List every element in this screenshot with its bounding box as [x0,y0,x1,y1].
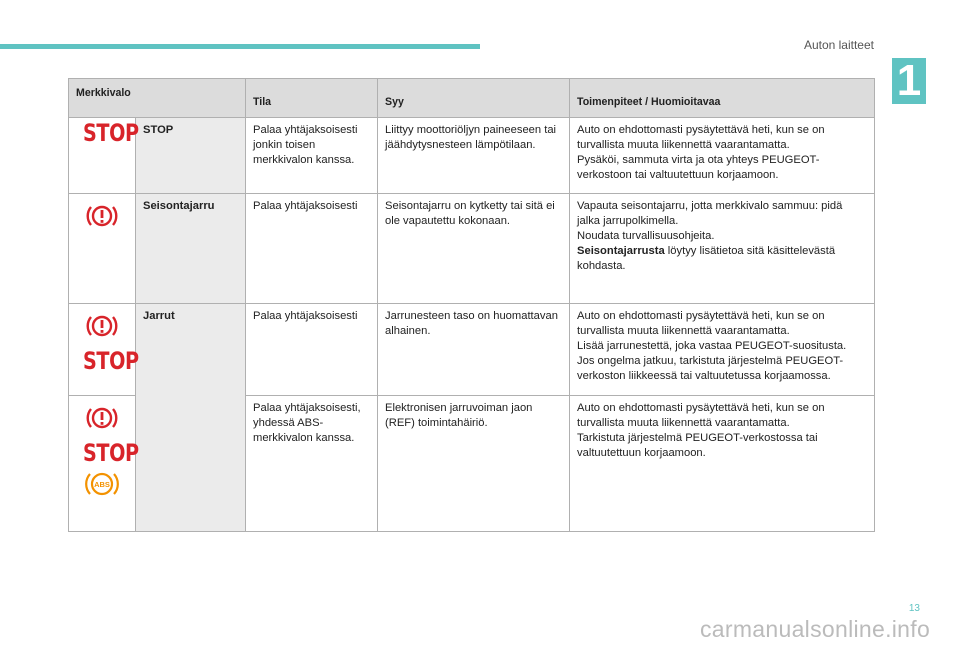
warning-name: STOP [136,118,246,194]
table-row [69,118,875,194]
section-title: Auton laitteet [803,38,874,52]
page-number: 13 [908,603,920,614]
syy-cell: Jarrunesteen taso on huomattavan alhainen. [378,304,570,396]
icon-cell [69,194,136,304]
toimenpiteet-tail: löytyy lisätietoa sitä käsittelevästä kohdasta. [577,245,836,272]
brake-warning-icon [85,311,119,341]
tila-cell: Palaa yhtäjaksoisesti [246,194,378,304]
tila-cell: Palaa yhtäjaksoisesti jonkin toisen merkkivalon kanssa. [246,118,378,194]
abs-label: ABS [94,480,110,489]
toimenpiteet-cell: Auto on ehdottomasti pysäytettävä heti, kun se on turvallista muuta liikennettä vaarantamatta. Tarkistuta järjestelmä PEUGEOT-verkostossa tai valtuutettuun korjaamoon. [570,396,875,532]
toimenpiteet-text: Vapauta seisontajarru, jotta merkkivalo sammuu: pidä jalka jarrupolkimella. Noudata turvallisuusohjeita. [577,200,843,242]
column-header-syy: Syy [378,79,570,118]
warning-lights-table [68,78,875,532]
stop-icon: STOP [82,119,139,147]
header-accent-bar [0,44,480,49]
toimenpiteet-cell: Auto on ehdottomasti pysäytettävä heti, kun se on turvallista muuta liikennettä vaarantamatta. Lisää jarrunestettä, joka vastaa PEUGEOT-suositusta. Jos ongelma jatkuu, tarkistuta järjestelmä PEUGEOT-verkoston liikkeessä tai valtuutetussa korjaamossa. [570,304,875,396]
warning-name: Seisontajarru [136,194,246,304]
abs-icon [83,468,121,500]
stop-icon: STOP [82,347,139,375]
toimenpiteet-link-text: Seisontajarrusta [577,245,665,257]
icon-cell [69,396,139,532]
table-header-row [69,79,875,118]
icon-cell [69,118,139,194]
chapter-number-tab: 1 [892,58,926,104]
column-header-merkkivalo: Merkkivalo [69,79,246,118]
toimenpiteet-cell [570,194,875,304]
column-header-tila: Tila [246,79,378,118]
syy-cell: Elektronisen jarruvoiman jaon (REF) toimintahäiriö. [378,396,570,532]
table-row [69,304,875,396]
tila-cell: Palaa yhtäjaksoisesti [246,304,378,396]
column-header-toimenpiteet: Toimenpiteet / Huomioitavaa [570,79,875,118]
syy-cell: Liittyy moottoriöljyn paineeseen tai jäähdytysnesteen lämpötilaan. [378,118,570,194]
watermark: carmanualsonline.info [700,616,931,642]
table-row [69,194,875,304]
stop-icon: STOP [82,439,139,467]
tila-cell: Palaa yhtäjaksoisesti, yhdessä ABS-merkkivalon kanssa. [246,396,378,532]
icon-cell [69,304,139,396]
brake-warning-icon [85,403,119,433]
warning-name: Jarrut [136,304,246,532]
toimenpiteet-cell: Auto on ehdottomasti pysäytettävä heti, kun se on turvallista muuta liikennettä vaarantamatta. Pysäköi, sammuta virta ja ota yhteys PEUGEOT-verkostoon tai valtuutettuun korjaamoon. [570,118,875,194]
parking-brake-warning-icon [85,201,119,231]
syy-cell: Seisontajarru on kytketty tai sitä ei ole vapautettu kokonaan. [378,194,570,304]
